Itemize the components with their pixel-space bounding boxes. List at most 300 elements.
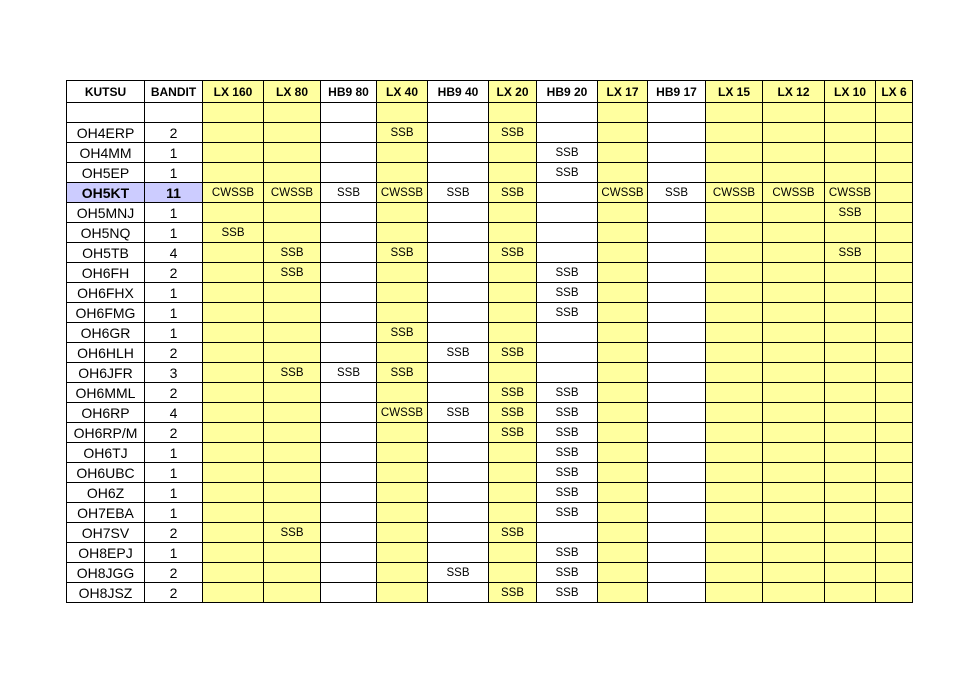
column-header: KUTSU [67,81,145,103]
mode-cell [489,363,537,383]
mode-cell [876,403,913,423]
mode-cell [598,363,648,383]
header-row [67,81,913,103]
mode-cell [264,143,321,163]
mode-cell [876,483,913,503]
band-count-cell: 1 [145,463,203,483]
mode-cell: CWSSB [377,403,428,423]
mode-cell: CWSSB [763,183,825,203]
mode-cell [377,443,428,463]
table-row [67,123,913,143]
band-count-cell: 2 [145,563,203,583]
mode-cell [428,203,489,223]
mode-cell [825,443,876,463]
mode-cell [428,503,489,523]
mode-cell [377,283,428,303]
mode-cell [489,283,537,303]
band-count-cell: 2 [145,523,203,543]
mode-cell [489,323,537,343]
mode-cell [706,123,763,143]
mode-cell [706,443,763,463]
table-row [67,543,913,563]
column-header: BANDIT [145,81,203,103]
mode-cell [428,523,489,543]
mode-cell [876,203,913,223]
mode-cell: CWSSB [598,183,648,203]
empty-cell [648,103,706,123]
mode-cell [876,123,913,143]
mode-cell [876,543,913,563]
band-count-cell: 2 [145,383,203,403]
table-row [67,463,913,483]
mode-cell [489,263,537,283]
mode-cell [648,303,706,323]
band-count-cell: 2 [145,263,203,283]
callsign-cell: OH6JFR [67,363,145,383]
spacer-row [67,103,913,123]
column-header: LX 6 [876,81,913,103]
mode-cell [876,463,913,483]
table-row [67,163,913,183]
column-header: LX 15 [706,81,763,103]
mode-cell [377,203,428,223]
mode-cell [537,183,598,203]
mode-cell [264,483,321,503]
mode-cell: SSB [489,243,537,263]
empty-cell [145,103,203,123]
mode-cell: SSB [537,563,598,583]
mode-cell [321,463,377,483]
mode-cell [706,203,763,223]
mode-cell [428,463,489,483]
mode-cell [763,483,825,503]
mode-cell [203,263,264,283]
mode-cell [648,403,706,423]
mode-cell [203,403,264,423]
table-row [67,223,913,243]
column-header: HB9 40 [428,81,489,103]
callsign-cell: OH4MM [67,143,145,163]
mode-cell [706,583,763,603]
mode-cell: CWSSB [264,183,321,203]
mode-cell [203,303,264,323]
mode-cell [706,283,763,303]
table-row [67,343,913,363]
mode-cell [537,203,598,223]
mode-cell [264,303,321,323]
mode-cell [264,463,321,483]
mode-cell: CWSSB [706,183,763,203]
mode-cell: SSB [377,243,428,263]
column-header: HB9 20 [537,81,598,103]
mode-cell [706,543,763,563]
mode-cell [428,143,489,163]
mode-cell: SSB [264,263,321,283]
mode-cell [203,243,264,263]
table-row [67,323,913,343]
mode-cell [203,423,264,443]
mode-cell [763,523,825,543]
mode-cell: CWSSB [203,183,264,203]
empty-cell [825,103,876,123]
mode-cell [763,583,825,603]
band-count-cell: 1 [145,323,203,343]
mode-cell [706,463,763,483]
mode-cell: CWSSB [377,183,428,203]
mode-cell [825,263,876,283]
table-row [67,183,913,203]
mode-cell [598,483,648,503]
mode-cell [489,203,537,223]
band-count-cell: 4 [145,403,203,423]
band-count-cell: 4 [145,243,203,263]
mode-cell [598,283,648,303]
table-row [67,143,913,163]
mode-cell: SSB [537,543,598,563]
column-header: LX 160 [203,81,264,103]
mode-cell [763,263,825,283]
mode-cell [706,403,763,423]
mode-cell [203,523,264,543]
callsign-cell: OH6RP/M [67,423,145,443]
mode-cell [537,343,598,363]
mode-cell [203,543,264,563]
callsign-cell: OH6FH [67,263,145,283]
mode-cell [537,243,598,263]
mode-cell [489,143,537,163]
mode-cell [825,283,876,303]
column-header: HB9 80 [321,81,377,103]
mode-cell [203,163,264,183]
mode-cell [321,483,377,503]
band-count-cell: 1 [145,443,203,463]
mode-cell: SSB [489,403,537,423]
mode-cell [876,563,913,583]
table-row [67,283,913,303]
mode-cell: SSB [264,243,321,263]
mode-cell: CWSSB [825,183,876,203]
mode-cell [706,143,763,163]
mode-cell [598,143,648,163]
mode-cell [264,123,321,143]
mode-cell [377,543,428,563]
mode-cell: SSB [537,463,598,483]
mode-cell [264,583,321,603]
callsign-cell: OH6RP [67,403,145,423]
empty-cell [203,103,264,123]
mode-cell [203,203,264,223]
mode-cell [203,143,264,163]
mode-cell [598,543,648,563]
table-row [67,423,913,443]
empty-cell [264,103,321,123]
empty-cell [537,103,598,123]
mode-cell: SSB [537,483,598,503]
mode-cell [825,303,876,323]
callsign-cell: OH6UBC [67,463,145,483]
empty-cell [377,103,428,123]
mode-cell [428,423,489,443]
mode-cell [377,223,428,243]
mode-cell: SSB [537,403,598,423]
mode-cell [763,303,825,323]
band-count-cell: 11 [145,183,203,203]
mode-cell [825,163,876,183]
mode-cell: SSB [537,383,598,403]
mode-cell: SSB [377,323,428,343]
mode-cell [876,523,913,543]
mode-cell [648,383,706,403]
mode-cell [648,463,706,483]
mode-cell [706,163,763,183]
mode-cell [377,303,428,323]
mode-cell [428,263,489,283]
mode-cell [648,343,706,363]
callsign-cell: OH6MML [67,383,145,403]
mode-cell: SSB [489,423,537,443]
mode-cell [825,383,876,403]
band-count-cell: 2 [145,423,203,443]
mode-cell [264,443,321,463]
band-count-cell: 3 [145,363,203,383]
mode-cell [489,443,537,463]
mode-cell [876,243,913,263]
mode-cell [706,503,763,523]
column-header: LX 17 [598,81,648,103]
mode-cell [537,123,598,143]
mode-cell [598,203,648,223]
mode-cell [428,323,489,343]
mode-cell [876,263,913,283]
mode-cell [876,283,913,303]
mode-cell [428,223,489,243]
mode-cell [706,243,763,263]
mode-cell [763,403,825,423]
table-row [67,243,913,263]
empty-cell [67,103,145,123]
empty-cell [598,103,648,123]
mode-cell [377,583,428,603]
mode-cell [706,363,763,383]
callsign-cell: OH8JSZ [67,583,145,603]
mode-cell [203,503,264,523]
mode-cell: SSB [321,183,377,203]
mode-cell [648,423,706,443]
mode-cell [876,223,913,243]
mode-cell: SSB [825,243,876,263]
mode-cell [203,363,264,383]
callsign-cell: OH6GR [67,323,145,343]
band-count-cell: 2 [145,123,203,143]
mode-cell [876,183,913,203]
mode-cell [876,503,913,523]
mode-cell [763,383,825,403]
mode-cell: SSB [537,583,598,603]
table-row [67,403,913,423]
mode-cell [598,303,648,323]
mode-cell [763,323,825,343]
mode-cell [763,503,825,523]
mode-cell [428,443,489,463]
callsign-cell: OH6Z [67,483,145,503]
mode-cell [648,483,706,503]
callsign-cell: OH5NQ [67,223,145,243]
mode-cell [648,503,706,523]
mode-cell [648,563,706,583]
mode-cell [321,423,377,443]
table-row [67,443,913,463]
mode-cell [763,203,825,223]
mode-cell: SSB [537,163,598,183]
mode-cell [825,463,876,483]
mode-cell: SSB [537,143,598,163]
callsign-cell: OH5TB [67,243,145,263]
mode-cell [706,223,763,243]
mode-cell [876,343,913,363]
mode-cell: SSB [377,363,428,383]
mode-cell [203,563,264,583]
table-row [67,363,913,383]
callsign-cell: OH5EP [67,163,145,183]
mode-cell [321,323,377,343]
empty-cell [706,103,763,123]
mode-cell: SSB [321,363,377,383]
mode-cell [706,343,763,363]
mode-cell [825,543,876,563]
mode-cell [825,143,876,163]
band-count-cell: 2 [145,583,203,603]
mode-cell [598,383,648,403]
mode-cell [648,243,706,263]
mode-cell [876,583,913,603]
mode-cell [428,383,489,403]
mode-cell: SSB [489,183,537,203]
mode-cell: SSB [537,303,598,323]
mode-cell [598,503,648,523]
mode-cell [264,163,321,183]
mode-cell [598,523,648,543]
mode-cell [598,443,648,463]
mode-cell [876,363,913,383]
mode-cell [321,143,377,163]
mode-cell [876,143,913,163]
table-row [67,263,913,283]
mode-cell: SSB [648,183,706,203]
table-row [67,303,913,323]
mode-cell [876,423,913,443]
mode-cell [763,223,825,243]
mode-cell [763,363,825,383]
band-count-cell: 1 [145,203,203,223]
band-count-cell: 1 [145,483,203,503]
mode-cell [763,163,825,183]
mode-cell [489,463,537,483]
mode-cell [763,143,825,163]
mode-cell [706,263,763,283]
mode-cell [203,443,264,463]
mode-cell [598,263,648,283]
mode-cell [489,163,537,183]
mode-cell [598,343,648,363]
mode-cell [825,223,876,243]
mode-cell: SSB [264,523,321,543]
band-count-cell: 1 [145,143,203,163]
mode-cell [876,383,913,403]
band-count-cell: 1 [145,223,203,243]
empty-cell [321,103,377,123]
empty-cell [428,103,489,123]
mode-cell [648,443,706,463]
mode-cell [706,303,763,323]
mode-cell [203,323,264,343]
callsign-cell: OH8EPJ [67,543,145,563]
mode-cell [598,163,648,183]
mode-cell: SSB [489,343,537,363]
mode-cell [377,143,428,163]
mode-cell [763,123,825,143]
mode-cell [706,483,763,503]
callsign-cell: OH6FMG [67,303,145,323]
column-header: LX 40 [377,81,428,103]
mode-cell [203,583,264,603]
mode-cell [489,543,537,563]
mode-cell [825,523,876,543]
mode-cell: SSB [428,403,489,423]
mode-cell [763,243,825,263]
mode-cell [598,423,648,443]
mode-cell [706,323,763,343]
mode-cell [648,323,706,343]
empty-cell [876,103,913,123]
band-count-cell: 1 [145,543,203,563]
mode-cell: SSB [489,383,537,403]
table-row [67,203,913,223]
mode-cell [321,123,377,143]
mode-cell [321,243,377,263]
mode-cell: SSB [428,183,489,203]
mode-cell: SSB [264,363,321,383]
mode-cell [428,543,489,563]
callsign-cell: OH6FHX [67,283,145,303]
mode-cell [825,363,876,383]
band-count-cell: 1 [145,283,203,303]
mode-cell [377,423,428,443]
mode-cell [825,123,876,143]
mode-cell [598,123,648,143]
callsign-cell: OH7SV [67,523,145,543]
mode-cell: SSB [537,263,598,283]
band-table [66,80,913,603]
mode-cell: SSB [537,503,598,523]
mode-cell [763,423,825,443]
mode-cell [321,283,377,303]
mode-cell: SSB [203,223,264,243]
mode-cell [598,463,648,483]
column-header: LX 12 [763,81,825,103]
callsign-cell: OH6TJ [67,443,145,463]
mode-cell [876,163,913,183]
callsign-cell: OH5MNJ [67,203,145,223]
mode-cell [428,283,489,303]
callsign-cell: OH4ERP [67,123,145,143]
mode-cell [825,563,876,583]
mode-cell [321,443,377,463]
column-header: LX 80 [264,81,321,103]
mode-cell: SSB [825,203,876,223]
table-row [67,523,913,543]
callsign-cell: OH7EBA [67,503,145,523]
mode-cell: SSB [489,583,537,603]
